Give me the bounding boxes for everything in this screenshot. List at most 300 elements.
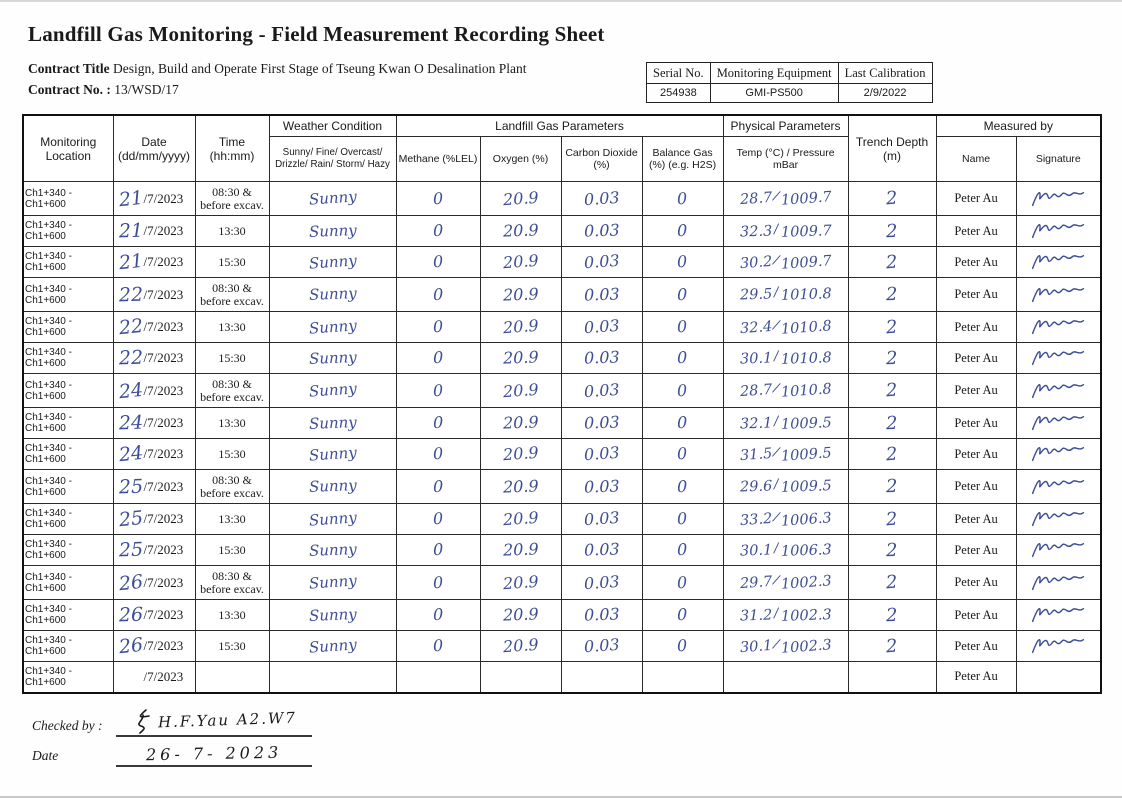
cell-date [113, 535, 195, 566]
signature-scribble [1029, 219, 1087, 243]
handwritten-temp: 29.7 [739, 573, 773, 593]
handwritten-weather: Sunny [308, 476, 357, 496]
cell-date [113, 408, 195, 439]
contract-title-value: Design, Build and Operate First Stage of Tseung Kwan O Desalination Plant [113, 61, 527, 76]
cell-date [113, 247, 195, 278]
cell-date [113, 439, 195, 470]
table-row [23, 470, 1101, 504]
handwritten-day: 24 [117, 378, 144, 403]
handwritten-temp: 31.2 [739, 606, 773, 625]
cell-location [23, 216, 113, 247]
time-text: 08:30 & before excav. [200, 280, 264, 308]
handwritten-slash: / [773, 284, 779, 301]
name-text: Peter Au [954, 446, 998, 461]
cell-oxygen [480, 408, 561, 439]
cell-oxygen [480, 470, 561, 504]
cell-temp-pressure [723, 216, 848, 247]
cell-temp-pressure [723, 182, 848, 216]
cell-weather [269, 631, 396, 662]
name-text: Peter Au [954, 191, 998, 205]
handwritten-methane: 0 [432, 316, 444, 337]
handwritten-oxygen: 20.9 [502, 250, 539, 273]
cell-carbon-dioxide [561, 216, 642, 247]
handwritten-trench-depth: 2 [885, 443, 899, 465]
table-row [23, 408, 1101, 439]
signature-scribble [1029, 507, 1087, 531]
handwritten-weather: Sunny [308, 604, 357, 625]
handwritten-oxygen: 20.9 [502, 604, 539, 625]
cell-weather [269, 216, 396, 247]
handwritten-trench-depth: 2 [885, 508, 899, 530]
contract-no-line [28, 79, 527, 100]
cell-methane [396, 439, 480, 470]
handwritten-co2: 0.03 [583, 412, 620, 433]
cell-location [23, 600, 113, 631]
cell-location [23, 182, 113, 216]
page-title: Landfill Gas Monitoring - Field Measurement Recording Sheet [28, 22, 605, 46]
time-text: 13:30 [218, 415, 246, 430]
time-header: Time (hh:mm) [195, 115, 269, 182]
handwritten-methane: 0 [432, 572, 444, 592]
time-text: 13:30 [218, 223, 246, 238]
checked-by-signature-line [116, 708, 312, 737]
handwritten-day: 25 [118, 475, 143, 498]
cell-temp-pressure [723, 600, 848, 631]
handwritten-balance: 0 [676, 380, 689, 400]
cell-weather [269, 535, 396, 566]
cell-date [113, 374, 195, 408]
date-month-year: /7/2023 [143, 382, 184, 398]
handwritten-temp: 31.5 [739, 445, 773, 464]
measured-by-group-header: Measured by [936, 115, 1101, 137]
handwritten-pressure: 1009.5 [780, 444, 832, 465]
handwritten-day: 22 [118, 283, 143, 306]
handwritten-trench-depth: 2 [885, 347, 899, 369]
cell-time [195, 504, 269, 535]
handwritten-slash: / [773, 476, 779, 493]
location-text: Ch1+340 - Ch1+600 [25, 412, 72, 434]
cell-signature [1016, 408, 1101, 439]
handwritten-trench-depth: 2 [885, 316, 899, 338]
cell-methane [396, 662, 480, 693]
time-text: 13:30 [218, 319, 246, 334]
handwritten-oxygen: 20.9 [502, 379, 539, 401]
handwritten-methane: 0 [432, 443, 444, 464]
handwritten-day: 24 [118, 411, 143, 435]
contract-title-line [28, 58, 527, 79]
checked-date-line [116, 744, 312, 767]
handwritten-pressure: 1009.7 [780, 189, 832, 209]
handwritten-temp: 30.1 [739, 637, 773, 656]
cell-oxygen [480, 216, 561, 247]
cell-balance-gas [642, 374, 723, 408]
handwritten-balance: 0 [677, 220, 688, 241]
cell-oxygen [480, 439, 561, 470]
cell-balance-gas [642, 278, 723, 312]
handwritten-balance: 0 [677, 347, 688, 368]
cell-location [23, 535, 113, 566]
cell-balance-gas [642, 600, 723, 631]
handwritten-day: 26 [118, 603, 143, 627]
equipment-info-table [646, 62, 933, 103]
date-month-year: /7/2023 [143, 286, 184, 302]
handwritten-slash: / [772, 380, 781, 397]
handwritten-co2: 0.03 [583, 250, 620, 273]
handwritten-balance: 0 [677, 284, 688, 304]
handwritten-weather: Sunny [308, 220, 357, 241]
cell-date [113, 312, 195, 343]
handwritten-methane: 0 [432, 412, 444, 433]
date-month-year: /7/2023 [143, 319, 184, 334]
location-text: Ch1+340 - Ch1+600 [25, 571, 72, 594]
handwritten-trench-depth: 2 [885, 283, 899, 306]
handwritten-balance: 0 [677, 604, 688, 625]
monitoring-equipment-header: Monitoring Equipment [710, 63, 838, 84]
cell-oxygen [480, 182, 561, 216]
cell-signature [1016, 535, 1101, 566]
cell-trench-depth [848, 343, 936, 374]
cell-name [936, 566, 1016, 600]
location-text: Ch1+340 - Ch1+600 [25, 187, 72, 210]
carbon-dioxide-header: Carbon Dioxide (%) [561, 137, 642, 182]
cell-balance-gas [642, 631, 723, 662]
cell-balance-gas [642, 247, 723, 278]
handwritten-pressure: 1006.3 [780, 541, 832, 560]
cell-signature [1016, 247, 1101, 278]
handwritten-day: 26 [117, 633, 144, 659]
handwritten-day: 25 [118, 538, 143, 562]
handwritten-co2: 0.03 [583, 507, 620, 530]
cell-signature [1016, 374, 1101, 408]
cell-carbon-dioxide [561, 247, 642, 278]
name-text: Peter Au [954, 479, 998, 493]
location-text: Ch1+340 - Ch1+600 [25, 316, 72, 338]
handwritten-oxygen: 20.9 [502, 412, 539, 433]
cell-weather [269, 182, 396, 216]
handwritten-weather: Sunny [308, 347, 357, 368]
cell-balance-gas [642, 566, 723, 600]
time-text: 15:30 [218, 542, 246, 557]
cell-temp-pressure [723, 278, 848, 312]
handwritten-oxygen: 20.9 [502, 634, 539, 657]
monitoring-table [22, 114, 1102, 694]
last-calibration-header: Last Calibration [838, 63, 932, 84]
cell-signature [1016, 662, 1101, 693]
cell-temp-pressure [723, 374, 848, 408]
cell-carbon-dioxide [561, 312, 642, 343]
cell-temp-pressure [723, 439, 848, 470]
cell-name [936, 470, 1016, 504]
handwritten-balance: 0 [676, 251, 689, 272]
handwritten-slash: / [772, 188, 781, 205]
handwritten-co2: 0.03 [583, 442, 620, 465]
cell-trench-depth [848, 439, 936, 470]
checked-by-label: Checked by : [32, 718, 103, 733]
cell-methane [396, 600, 480, 631]
table-row [23, 566, 1101, 600]
handwritten-methane: 0 [432, 220, 444, 241]
name-text: Peter Au [954, 511, 998, 526]
cell-date [113, 504, 195, 535]
cell-trench-depth [848, 470, 936, 504]
handwritten-co2: 0.03 [583, 475, 620, 497]
cell-oxygen [480, 566, 561, 600]
cell-methane [396, 566, 480, 600]
table-row [23, 504, 1101, 535]
handwritten-co2: 0.03 [583, 571, 620, 593]
handwritten-trench-depth: 2 [885, 251, 899, 273]
cell-location [23, 439, 113, 470]
cell-time [195, 216, 269, 247]
cell-oxygen [480, 343, 561, 374]
location-text: Ch1+340 - Ch1+600 [25, 475, 72, 498]
cell-location [23, 470, 113, 504]
handwritten-balance: 0 [677, 412, 688, 433]
cell-trench-depth [848, 408, 936, 439]
cell-carbon-dioxide [561, 374, 642, 408]
handwritten-trench-depth: 2 [885, 187, 899, 210]
monitoring-table-body [23, 182, 1101, 693]
cell-carbon-dioxide [561, 535, 642, 566]
time-text: 13:30 [218, 511, 246, 526]
signature-scribble [1029, 634, 1087, 658]
cell-temp-pressure [723, 312, 848, 343]
cell-trench-depth [848, 182, 936, 216]
cell-weather [269, 278, 396, 312]
table-row [23, 343, 1101, 374]
cell-name [936, 439, 1016, 470]
weather-condition-group-header: Weather Condition [269, 115, 396, 137]
cell-date [113, 662, 195, 693]
name-text: Peter Au [954, 350, 998, 365]
cell-date [113, 343, 195, 374]
handwritten-co2: 0.03 [583, 315, 620, 338]
cell-weather [269, 600, 396, 631]
oxygen-header: Oxygen (%) [480, 137, 561, 182]
handwritten-slash: / [773, 540, 779, 556]
cell-oxygen [480, 374, 561, 408]
cell-trench-depth [848, 631, 936, 662]
name-text: Peter Au [954, 542, 998, 557]
serial-no-value: 254938 [647, 84, 711, 103]
name-header: Name [936, 137, 1016, 182]
cell-methane [396, 631, 480, 662]
cell-signature [1016, 566, 1101, 600]
handwritten-balance: 0 [676, 508, 689, 529]
serial-no-header: Serial No. [647, 63, 711, 84]
cell-date [113, 182, 195, 216]
name-text: Peter Au [954, 383, 998, 397]
handwritten-pressure: 1009.7 [780, 222, 832, 241]
cell-weather [269, 504, 396, 535]
cell-weather [269, 247, 396, 278]
physical-parameters-group-header: Physical Parameters [723, 115, 848, 137]
cell-time [195, 439, 269, 470]
date-month-year: /7/2023 [143, 446, 184, 461]
time-text: 08:30 & before excav. [200, 184, 264, 212]
cell-temp-pressure [723, 343, 848, 374]
cell-signature [1016, 600, 1101, 631]
cell-trench-depth [848, 216, 936, 247]
table-row [23, 312, 1101, 343]
signature-header: Signature [1016, 137, 1101, 182]
cell-name [936, 535, 1016, 566]
cell-methane [396, 343, 480, 374]
cell-oxygen [480, 600, 561, 631]
signature-scribble [1029, 250, 1087, 274]
handwritten-oxygen: 20.9 [502, 539, 539, 560]
handwritten-methane: 0 [432, 347, 444, 368]
time-text: 08:30 & before excav. [200, 568, 264, 596]
handwritten-slash: / [773, 348, 779, 364]
name-text: Peter Au [954, 607, 998, 622]
location-text: Ch1+340 - Ch1+600 [25, 251, 72, 273]
cell-carbon-dioxide [561, 504, 642, 535]
handwritten-temp: 32.4 [739, 318, 773, 337]
handwritten-methane: 0 [432, 284, 444, 304]
cell-oxygen [480, 312, 561, 343]
cell-methane [396, 312, 480, 343]
cell-oxygen [480, 662, 561, 693]
cell-oxygen [480, 535, 561, 566]
handwritten-pressure: 1009.7 [780, 252, 832, 273]
signature-scribble [1029, 442, 1087, 466]
handwritten-slash: / [773, 413, 779, 429]
handwritten-methane: 0 [432, 188, 444, 208]
handwritten-pressure: 1009.5 [780, 414, 832, 433]
cell-name [936, 662, 1016, 693]
handwritten-oxygen: 20.9 [502, 442, 539, 465]
time-text: 15:30 [218, 446, 246, 461]
handwritten-weather: Sunny [308, 250, 357, 273]
cell-carbon-dioxide [561, 566, 642, 600]
signature-scribble [1029, 346, 1087, 370]
handwritten-slash: / [773, 221, 779, 237]
handwritten-day: 25 [117, 506, 144, 532]
landfill-gas-group-header: Landfill Gas Parameters [396, 115, 723, 137]
handwritten-day: 22 [118, 346, 143, 370]
footer-section [32, 708, 312, 767]
cell-temp-pressure [723, 408, 848, 439]
handwritten-temp: 28.7 [739, 381, 773, 401]
cell-name [936, 343, 1016, 374]
table-row [23, 535, 1101, 566]
cell-temp-pressure [723, 566, 848, 600]
location-text: Ch1+340 - Ch1+600 [25, 665, 72, 688]
date-month-year: /7/2023 [143, 607, 184, 622]
handwritten-co2: 0.03 [583, 604, 620, 625]
cell-location [23, 504, 113, 535]
handwritten-co2: 0.03 [583, 634, 620, 657]
name-text: Peter Au [954, 415, 998, 430]
cell-carbon-dioxide [561, 600, 642, 631]
handwritten-day: 24 [117, 441, 144, 467]
handwritten-methane: 0 [432, 604, 444, 625]
cell-oxygen [480, 247, 561, 278]
handwritten-methane: 0 [432, 476, 444, 496]
table-row [23, 662, 1101, 693]
name-text: Peter Au [954, 575, 998, 589]
cell-trench-depth [848, 374, 936, 408]
handwritten-co2: 0.03 [583, 379, 620, 401]
cell-signature [1016, 343, 1101, 374]
cell-trench-depth [848, 504, 936, 535]
cell-name [936, 408, 1016, 439]
cell-methane [396, 374, 480, 408]
cell-location [23, 662, 113, 693]
cell-carbon-dioxide [561, 182, 642, 216]
cell-signature [1016, 278, 1101, 312]
cell-time [195, 343, 269, 374]
handwritten-weather: Sunny [308, 571, 357, 593]
contract-no-value: 13/WSD/17 [114, 82, 179, 97]
location-text: Ch1+340 - Ch1+600 [25, 508, 72, 530]
cell-signature [1016, 504, 1101, 535]
cell-name [936, 216, 1016, 247]
cell-temp-pressure [723, 504, 848, 535]
handwritten-methane: 0 [432, 539, 444, 560]
cell-time [195, 247, 269, 278]
cell-oxygen [480, 504, 561, 535]
cell-methane [396, 504, 480, 535]
time-text: 08:30 & before excav. [200, 472, 264, 500]
handwritten-balance: 0 [677, 476, 688, 496]
handwritten-pressure: 1006.3 [780, 509, 832, 530]
cell-name [936, 600, 1016, 631]
handwritten-temp: 29.5 [739, 286, 773, 304]
cell-time [195, 470, 269, 504]
cell-carbon-dioxide [561, 662, 642, 693]
cell-balance-gas [642, 535, 723, 566]
cell-date [113, 470, 195, 504]
cell-time [195, 535, 269, 566]
name-text: Peter Au [954, 638, 998, 653]
contract-info [28, 58, 527, 100]
table-row [23, 278, 1101, 312]
cell-methane [396, 247, 480, 278]
cell-weather [269, 343, 396, 374]
group-header-row [23, 115, 1101, 137]
handwritten-trench-depth: 2 [885, 412, 899, 434]
handwritten-balance: 0 [676, 572, 689, 592]
handwritten-day: 21 [117, 186, 144, 211]
handwritten-temp: 32.1 [739, 414, 773, 433]
handwritten-oxygen: 20.9 [502, 507, 539, 530]
handwritten-balance: 0 [677, 539, 688, 560]
cell-temp-pressure [723, 535, 848, 566]
cell-weather [269, 566, 396, 600]
cell-location [23, 278, 113, 312]
handwritten-pressure: 1010.8 [780, 349, 832, 368]
cell-balance-gas [642, 343, 723, 374]
cell-methane [396, 408, 480, 439]
date-month-year: /7/2023 [143, 350, 184, 365]
handwritten-oxygen: 20.9 [502, 475, 539, 497]
cell-signature [1016, 631, 1101, 662]
table-row [23, 374, 1101, 408]
cell-location [23, 312, 113, 343]
handwritten-weather: Sunny [308, 315, 357, 338]
handwritten-balance: 0 [676, 635, 689, 656]
handwritten-co2: 0.03 [583, 187, 620, 209]
signature-scribble [1029, 538, 1087, 562]
location-text: Ch1+340 - Ch1+600 [25, 635, 72, 657]
time-text: 15:30 [218, 638, 246, 653]
cell-methane [396, 182, 480, 216]
date-month-year: /7/2023 [143, 254, 184, 269]
cell-balance-gas [642, 408, 723, 439]
checked-date-value: 26- 7- 2023 [145, 742, 283, 765]
